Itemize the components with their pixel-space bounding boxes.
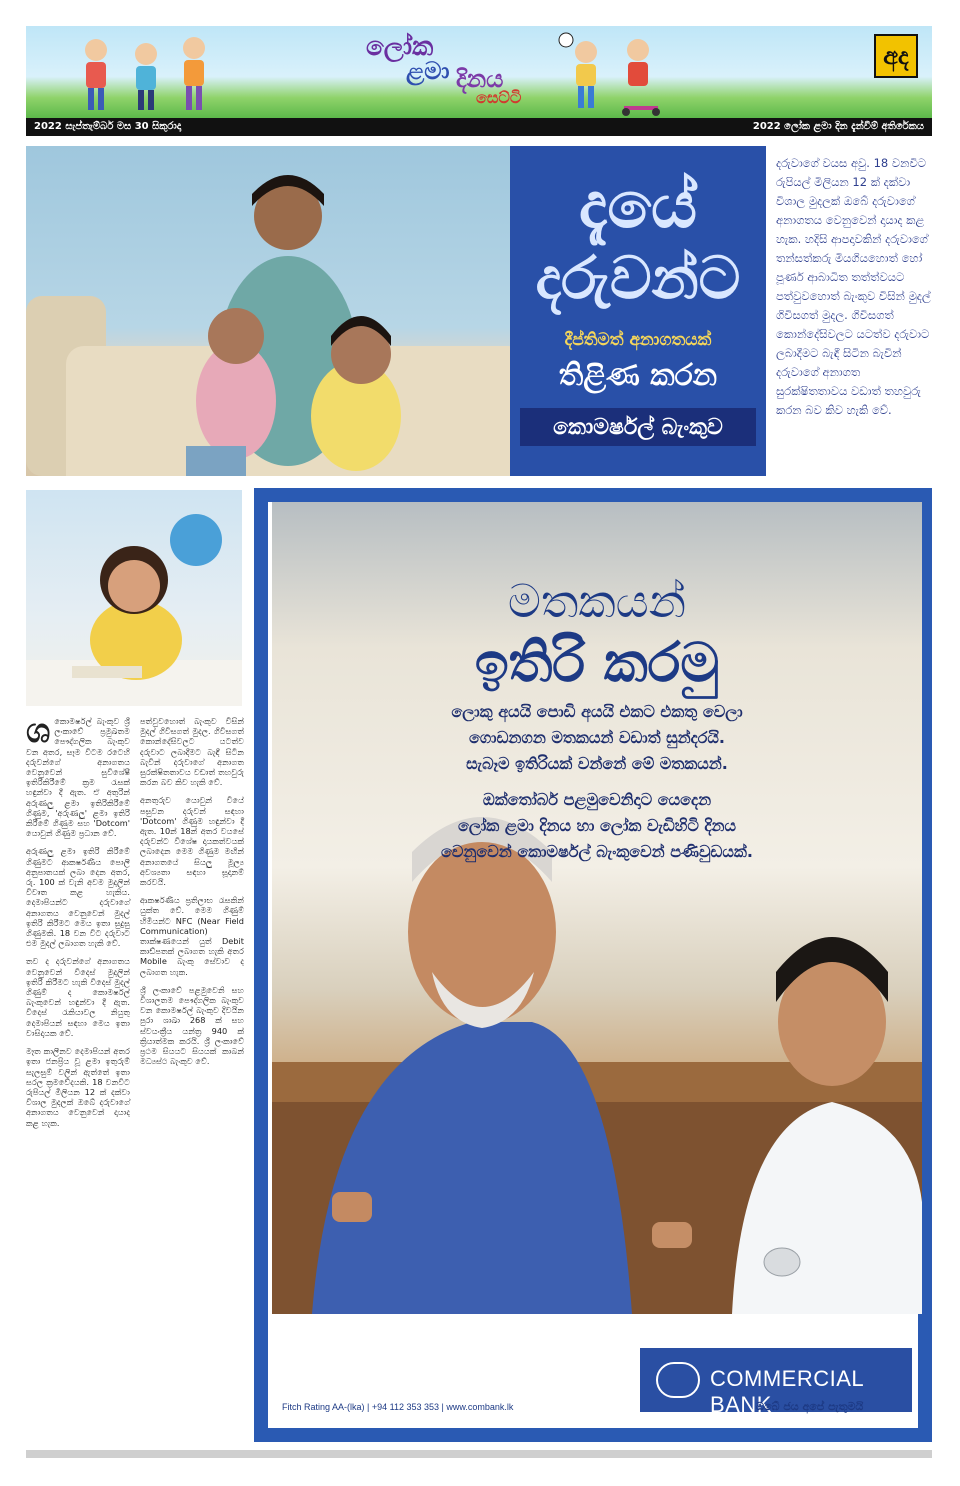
drop-cap: ශ <box>26 711 51 751</box>
ad-copy-line1: ලොකු අයයි පොඩි අයයි එකට එකතු වෙලා <box>451 702 743 721</box>
newspaper-logo: අද <box>874 34 918 78</box>
commercial-bank-advertisement <box>254 488 932 1442</box>
masthead-title-line3: දිනය <box>456 64 504 93</box>
headline-line3: දීප්තිමත් අනාගතයක් <box>564 330 712 350</box>
girl-with-book-illustration <box>26 490 242 706</box>
bank-name: COMMERCIAL BANK <box>710 1366 864 1417</box>
grandfather-and-grandson-photo <box>272 502 922 1314</box>
children-illustration-right <box>546 30 666 116</box>
article-paragraph: මෑත කාලීනව දෙමාපියන් අතර ඉතා ජනප්‍රිය වූ ළමා ඉතුරුම් සැලසුම් වලින් ඇත්තේ ඉතා සරල ක්‍රමවේදයකි. 18 වනවිට රුපියල් මිලියන 12 ක් දක්වා විශාල මුදලක් ඔබේ දරුවාගේ අනාගතය වෙනුවෙන් දායාද කළ හැක. <box>26 1046 130 1128</box>
top-side-text: දරුවාගේ වයස අවු. 18 වනවිට රුපියල් මිලියන 12 ක් දක්වා විශාල මුදලක් ඔබේ දරුවාගේ අනාගතය වෙනුවෙන් දායාද කළ හැක. හදිසි ආපදාවකින් දරුවාගේ තන්සත්කරු මියගියහොත් හෝ පූර්ණ ආබාධිත තත්ත්වයට පත්වුවහොත් බැංකුව විසින් මුදල් ගිවිසගත් මුදල. ගිවිසගත් කොන්දේසිවලට යටත්ව දරුවාට ලබාදීමට බැඳී සිටින බැවින් දරුවාගේ අනාගත සුරක්ෂිතතාවය වඩාත් තහවුරු කරන බව කිව හැකි වේ. <box>776 156 931 417</box>
bank-logo-icon <box>656 1362 700 1398</box>
supplement-label: 2022 ලෝක ළමා දින දැන්වීම් අතිරේකය <box>752 121 924 132</box>
girl-photo <box>26 490 242 706</box>
article-column-1 <box>26 711 130 1136</box>
article-paragraph: තව ද දරුවන්ගේ අනාගතය වෙනුවෙන් විදෙස් මුදලින් ඉතිරි කිරීමට හැකි විදෙස් මුදල් ගිණුම් ද කොමර්ෂල් බැංකුවෙන් හඳුන්වා දී ඇත. විදෙස් රැකියාවල නියුතු දෙමාපියන් සඳහා මෙය ඉතා වාසිදායක වේ. <box>26 956 130 1038</box>
headline-line2: දරුවන්ට <box>535 244 741 312</box>
article-column-2 <box>140 716 244 1075</box>
bank-tagline: ඔබේ ජය අපේ පැතුමයි <box>756 1400 864 1413</box>
article-paragraph-text: කොමර්ෂල් බැංකුව ශ්‍රී ලංකාවේ ප්‍රමුඛතම පෞද්ගලික බැංකුව වන අතර, සෑම විටම රටෙහි දරුවන්ගේ අනාගතය වෙනුවෙන් සුවිශේෂී ඉතිරිකිරීමේ ක්‍රම රැසක් හඳුන්වා දී ඇත. ඒ අතුරින් අරුණලු ළමා ඉතිරිකිරීමේ ගිණුම, 'අරුණලු' ළමා ඉතිරි කිරීමේ ගිණුම සහ 'Dotcom' යොවුන් ගිණුම ප්‍රධාන වේ. <box>26 716 130 839</box>
headline-line1: දැයේ <box>578 168 698 243</box>
masthead-date-bar <box>26 118 932 136</box>
article-paragraph: අනතුරුව යොවුන් වියේ පසුවන දරුවන් සඳහා 'Dotcom' ගිණුම හඳුන්වා දී ඇත. 10න් 18න් අතර වයසේ දරුවන්ට විශේෂ දායකත්වයක් ලබාදෙන මෙම ගිණුම මඟින් අනාගතයේ සියලු මූල්‍ය අවශ්‍යතා සඳහා සූදානම් කරවයි. <box>140 795 244 888</box>
mother-and-children-illustration <box>26 146 510 476</box>
article-paragraph <box>26 711 130 839</box>
ad-copy-line6: වෙනුවෙන් කොමර්ෂල් බැංකුවෙන් පණිවුඩයක්. <box>441 842 753 861</box>
ad-copy-line3: සැබෑම ඉතිරියක් වන්නේ මේ මතකයන්. <box>466 754 728 773</box>
ad-headline-line2: ඉතිරි කරමු <box>474 630 720 694</box>
masthead-title-line4: සෙට්ටි <box>476 88 522 107</box>
article-paragraph: ආකර්ෂණීය ප්‍රතිලාභ රැසකින් යුක්ත වේ. මෙම ගිණුම් හිමියන්ට NFC (Near Field Communication) තාක්ෂණයෙන් යුත් Debit කාඩ්පතක් ලබාගත හැකි අතර Mobile බැංකු සේවාව ද ලබාගත හැක. <box>140 895 244 977</box>
ad-inner <box>268 502 918 1428</box>
masthead-title-line2: ළමා <box>406 56 450 85</box>
article-paragraph: අරුණලු ළමා ඉතිරි කිරීමේ ගිණුමට ආකර්ෂණීය පොලී අනුපාතයක් ලබා දෙන අතර, රු. 100 ක් වැනි අවම මුදලින් විවෘත කළ හැකිය. දෙමාපියන්ට දරුවාගේ අනාගතය වෙනුවෙන් මුදල් ඉතිරි කිරීමට මෙය ඉතා සුදුසු ගිණුමකි. 18 වන විට දරුවාට එම මුදල් ලබාගත හැකි වේ. <box>26 846 130 949</box>
fitch-rating-contact: Fitch Rating AA-(lka) | +94 112 353 353 | www.combank.lk <box>282 1402 514 1412</box>
headline-line5: කොමර්ෂල් බැංකුව <box>520 408 756 446</box>
article-paragraph: පත්වුවහොත් බැංකුව විසින් මුදල් ගිවිසගත් මුදල. ගිවිසගත් කොන්දේසිවලට යටත්ව දරුවාට ලබාදීමට බැඳී සිටින බැවින් දරුවාගේ අනාගත සුරක්ෂිතතාවය වඩාත් තහවුරු කරන බව කිව හැකි වේ. <box>140 716 244 788</box>
masthead-title <box>326 30 556 116</box>
page-bottom-rule <box>26 1450 932 1458</box>
issue-date: 2022 සැප්තැම්බර් මස 30 සිකුරාදා <box>34 121 182 132</box>
article-paragraph: ශ්‍රී ලංකාවේ පළමුවෙනි සහ විශාලතම පෞද්ගලික බැංකුව වන කොමර්ෂල් බැංකුව දිවයින පුරා ශාඛා 268 ක් සහ ස්වයංක්‍රීය යන්ත්‍ර 940 ක් ක්‍රියාත්මක කරයි. ශ්‍රී ලංකාවේ ප්‍රථම සියයට සියයක් කාබන් මධ්‍යස්ථ බැංකුව වේ. <box>140 984 244 1067</box>
masthead <box>26 26 932 118</box>
article-body <box>26 711 250 1446</box>
family-photo <box>26 146 510 476</box>
ad-headline-line1: මතකයන් <box>507 574 687 628</box>
children-illustration-left <box>66 32 226 116</box>
ad-copy-line2: ගොඩනගන මතකයන් වඩාත් සුන්දරයි. <box>468 728 726 747</box>
ad-copy-line4: ඔක්තෝබර් පළමුවෙනිදාට යෙදෙන <box>482 790 712 809</box>
top-headline-panel <box>510 146 766 476</box>
masthead-title-line1: ලෝක <box>366 32 434 62</box>
ad-copy-line5: ලෝක ළමා දිනය හා ලෝක වැඩිහිටි දිනය <box>457 816 737 835</box>
headline-line4: තිළිණ කරන <box>558 358 718 393</box>
